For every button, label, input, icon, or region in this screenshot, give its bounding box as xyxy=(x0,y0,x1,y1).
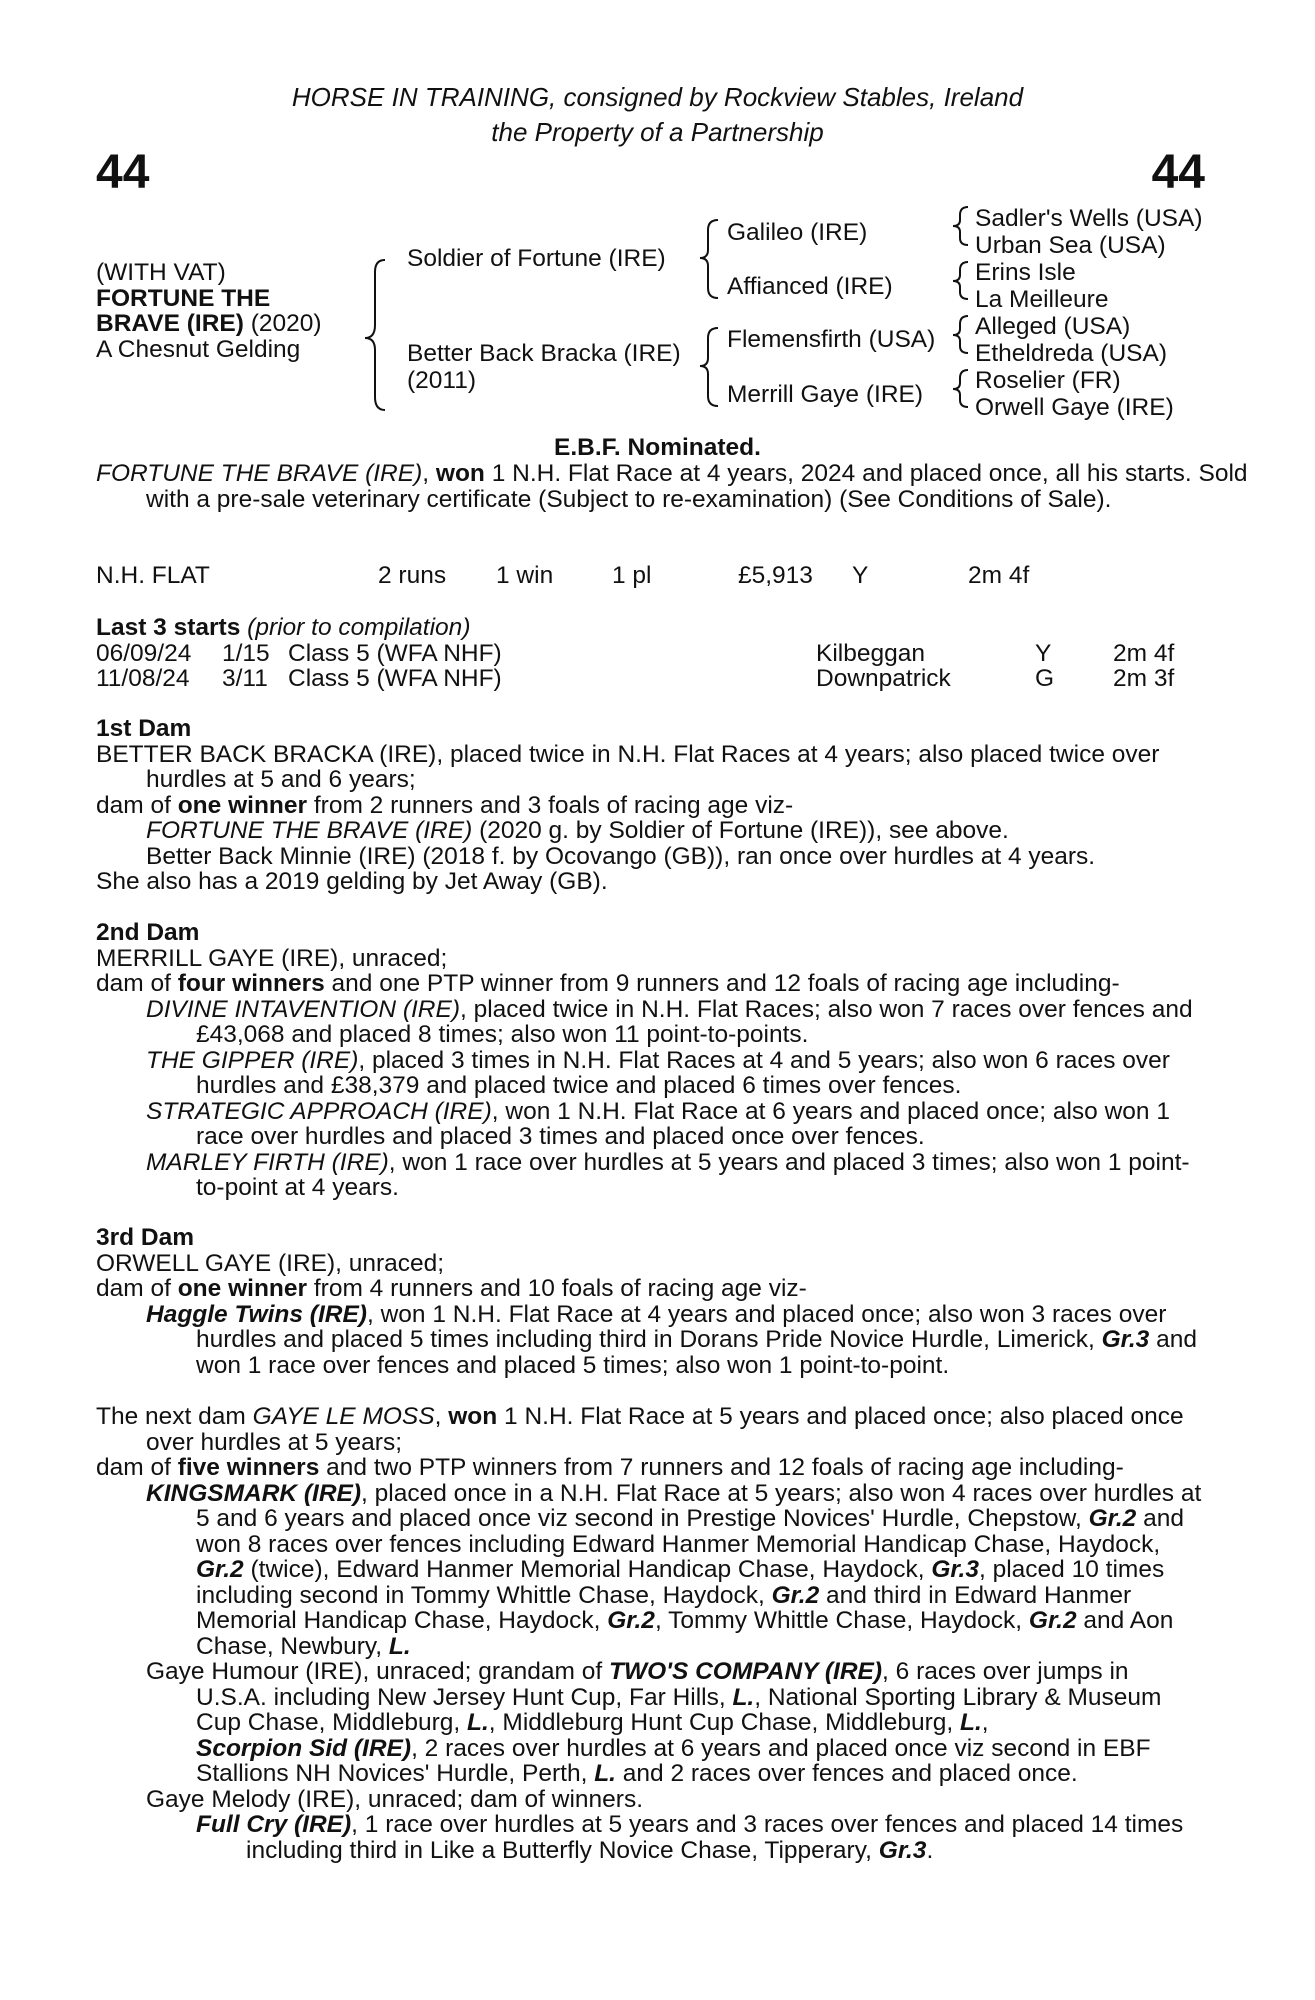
intro-horse-name: FORTUNE THE BRAVE (IRE) xyxy=(96,460,423,487)
horse-description: A Chesnut Gelding xyxy=(96,335,301,363)
second-dam-section xyxy=(96,920,1206,1201)
brace-main xyxy=(365,260,385,410)
property-line: the Property of a Partnership xyxy=(491,117,824,147)
consignor-line: HORSE IN TRAINING, consigned by Rockview Stables, Ireland xyxy=(291,82,1024,112)
pedigree-dss: Alleged (USA) xyxy=(975,313,1131,340)
pedigree-dds: Roselier (FR) xyxy=(975,367,1121,394)
record-placed: 1 pl xyxy=(612,562,652,589)
pedigree-ssd: Urban Sea (USA) xyxy=(975,232,1166,259)
lot-number-left: 44 xyxy=(96,146,150,199)
horse-name-line2: BRAVE (IRE) xyxy=(96,310,244,337)
produce-entry: STRATEGIC APPROACH (IRE), won 1 N.H. Flat Race at 6 years and placed once; also won 1 race over hurdles and placed 3 times and placed once over fences. xyxy=(146,1097,1170,1150)
first-dam-note: She also has a 2019 gelding by Jet Away (GB). xyxy=(96,868,608,895)
next-dam-section xyxy=(96,1404,1206,1863)
pedigree-sss: Sadler's Wells (USA) xyxy=(975,205,1203,232)
record-prize: £5,913 xyxy=(738,562,813,589)
second-dam-produce-line: dam of four winners and one PTP winner from 9 runners and 12 foals of racing age including- xyxy=(96,970,1120,997)
record-wins: 1 win xyxy=(496,562,554,589)
last3-heading: Last 3 starts (prior to compilation) xyxy=(96,614,471,641)
pedigree-dam-dam: Merrill Gaye (IRE) xyxy=(727,381,924,408)
pedigree-sire: Soldier of Fortune (IRE) xyxy=(407,245,666,272)
record-runs: 2 runs xyxy=(378,562,447,589)
foal-entry: FORTUNE THE BRAVE (IRE) (2020 g. by Soldier of Fortune (IRE)), see above. xyxy=(146,817,1009,844)
brace-dam xyxy=(700,328,718,406)
pedigree-ddd: Orwell Gaye (IRE) xyxy=(975,394,1174,421)
pedigree-dsd: Etheldreda (USA) xyxy=(975,340,1168,367)
third-dam-produce-line: dam of one winner from 4 runners and 10 foals of racing age viz- xyxy=(96,1275,807,1302)
produce-entry: MARLEY FIRTH (IRE), won 1 race over hurdles at 5 years and placed 3 times; also won 1 point-to-point at 4 years. xyxy=(146,1148,1190,1201)
produce-entry: DIVINE INTAVENTION (IRE), placed twice in N.H. Flat Races; also won 7 races over fences and £43,068 and placed 8 times; also won 11 point-to-points. xyxy=(146,995,1193,1048)
horse-year: (2020) xyxy=(250,310,322,337)
second-dam-heading: 2nd Dam xyxy=(96,919,200,946)
third-dam-section xyxy=(96,1225,1206,1378)
pedigree-dam: Better Back Bracka (IRE) xyxy=(407,340,681,367)
pedigree-sire-dam: Affianced (IRE) xyxy=(727,273,893,300)
horse-name-line1: FORTUNE THE xyxy=(96,284,271,312)
next-dam-produce-line: dam of five winners and two PTP winners from 7 runners and 12 foals of racing age including- xyxy=(96,1454,1124,1481)
produce-entry: Haggle Twins (IRE), won 1 N.H. Flat Race at 4 years and placed once; also won 3 races over hurdles and placed 5 times including third in Dorans Pride Novice Hurdle, Limerick, Gr.3 and won 1 race over fences and placed 5 times; also won 1 point-to-point. xyxy=(146,1300,1197,1379)
brace-ss xyxy=(953,207,968,245)
brace-sire xyxy=(700,220,718,298)
pedigree-dam-year: (2011) xyxy=(407,367,477,394)
intro-won: won xyxy=(435,460,485,487)
brace-dd xyxy=(953,370,968,407)
brace-ds xyxy=(953,316,968,353)
record-distance: 2m 4f xyxy=(968,562,1030,589)
pedigree-sdd: La Meilleure xyxy=(975,286,1109,313)
produce-entry: Gaye Melody (IRE), unraced; dam of winners. xyxy=(146,1785,644,1813)
intro-text: 1 N.H. Flat Race at 4 years, 2024 and placed once, all his starts. Sold with a pre-sale veterinary certificate (Subject to re-examination) (See Conditions of Sale). xyxy=(146,460,1248,513)
third-dam-line: ORWELL GAYE (IRE), unraced; xyxy=(96,1249,445,1277)
record-label: N.H. FLAT xyxy=(96,562,210,589)
record-going: Y xyxy=(852,562,869,589)
vat-label: (WITH VAT) xyxy=(96,259,226,286)
intro-paragraph: FORTUNE THE BRAVE (IRE), won 1 N.H. Flat Race at 4 years, 2024 and placed once, all his starts. Sold with a pre-sale veterinary certificate (Subject to re-examination) (See Conditions of Sale). xyxy=(96,460,1248,513)
brace-sd xyxy=(953,262,968,299)
pedigree-sds: Erins Isle xyxy=(975,259,1076,286)
produce-entry: Gaye Humour (IRE), unraced; grandam of TWO'S COMPANY (IRE), 6 races over jumps in U.S.A. including New Jersey Hunt Cup, Far Hills, L., National Sporting Library & Museum Cup Chase, Middleburg, L., Middleburg Hunt Cup Chase, Middleburg, L., Scorpion Sid (IRE), 2 races over hurdles at 6 years and placed once viz second in EBF Stallions NH Novices' Hurdle, Perth, L. and 2 races over fences and placed once. xyxy=(146,1658,1162,1787)
ebf-nominated: E.B.F. Nominated. xyxy=(554,434,761,461)
third-dam-heading: 3rd Dam xyxy=(96,1224,195,1251)
first-dam-produce-line: dam of one winner from 2 runners and 3 foals of racing age viz- xyxy=(96,791,794,819)
first-dam-section xyxy=(96,716,1206,895)
lot-number-right: 44 xyxy=(1151,146,1205,199)
next-dam-line: The next dam GAYE LE MOSS, won 1 N.H. Flat Race at 5 years and placed once; also placed once over hurdles at 5 years; xyxy=(96,1403,1184,1456)
foal-entry: Better Back Minnie (IRE) (2018 f. by Ocovango (GB)), ran once over hurdles at 4 years. xyxy=(146,842,1096,870)
pedigree-sire-sire: Galileo (IRE) xyxy=(727,219,868,246)
produce-entry: THE GIPPER (IRE), placed 3 times in N.H. Flat Races at 4 and 5 years; also won 6 races over hurdles and £38,379 and placed twice and placed 6 times over fences. xyxy=(146,1046,1170,1099)
first-dam-heading: 1st Dam xyxy=(96,715,192,742)
pedigree-dam-sire: Flemensfirth (USA) xyxy=(727,326,936,353)
produce-entry: KINGSMARK (IRE), placed once in a N.H. Flat Race at 5 years; also won 4 races over hurdles at 5 and 6 years and placed once viz second in Prestige Novices' Hurdle, Chepstow, Gr.2 and won 8 races over fences including Edward Hanmer Memorial Handicap Chase, Haydock, Gr.2 (twice), Edward Hanmer Memorial Handicap Chase, Haydock, Gr.3, placed 10 times including second in Tommy Whittle Chase, Haydock, Gr.2 and third in Edward Hanmer Memorial Handicap Chase, Haydock, Gr.2, Tommy Whittle Chase, Haydock, Gr.2 and Aon Chase, Newbury, L. xyxy=(146,1479,1202,1660)
second-dam-line: MERRILL GAYE (IRE), unraced; xyxy=(96,944,448,972)
grand-produce-entry: Full Cry (IRE), 1 race over hurdles at 5 years and 3 races over fences and placed 14 times including third in Like a Butterfly Novice Chase, Tipperary, Gr.3. xyxy=(196,1811,1184,1864)
first-dam-line: BETTER BACK BRACKA (IRE), placed twice in N.H. Flat Races at 4 years; also placed twice over hurdles at 5 and 6 years; xyxy=(96,740,1160,793)
